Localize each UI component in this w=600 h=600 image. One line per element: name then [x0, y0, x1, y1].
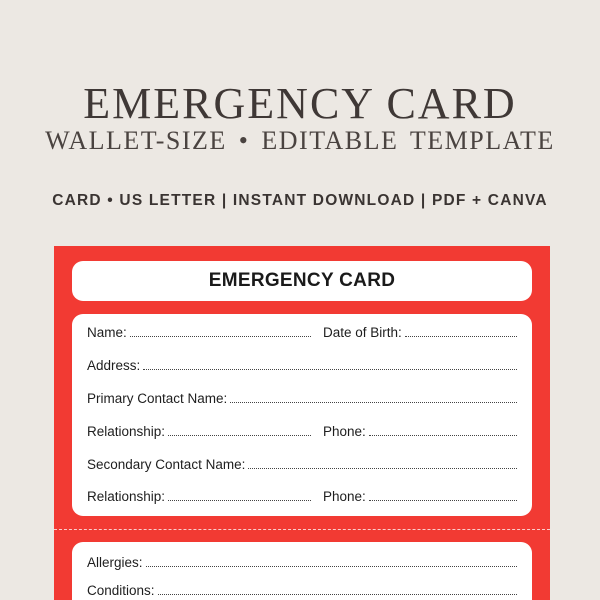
- allergies-row: [87, 550, 517, 570]
- phone-label-1: Phone:: [323, 424, 366, 439]
- address-label: Address:: [87, 358, 141, 373]
- relationship-field-2[interactable]: [87, 489, 311, 504]
- allergies-label: Allergies:: [87, 555, 143, 570]
- conditions-field[interactable]: [87, 583, 517, 598]
- primary-contact-label: Primary Contact Name:: [87, 391, 228, 406]
- relationship-label-2: Relationship:: [87, 489, 166, 504]
- relationship-field-1[interactable]: [87, 424, 311, 439]
- relationship-line-1: [168, 435, 311, 436]
- secondary-contact-field[interactable]: [87, 457, 517, 472]
- secondary-contact-row: [87, 452, 517, 472]
- dob-line: [405, 336, 517, 337]
- secondary-contact-line: [248, 468, 517, 469]
- dob-field[interactable]: [323, 325, 517, 340]
- info-line: CARD • US LETTER | INSTANT DOWNLOAD | PDF + CANVA: [52, 192, 548, 209]
- card-header: [72, 261, 532, 301]
- primary-contact-field[interactable]: [87, 391, 517, 406]
- secondary-contact-label: Secondary Contact Name:: [87, 457, 246, 472]
- phone-line-2: [369, 500, 517, 501]
- phone-line-1: [369, 435, 517, 436]
- emergency-card: [54, 246, 550, 600]
- name-label: Name:: [87, 325, 127, 340]
- phone-field-1[interactable]: [323, 424, 517, 439]
- address-row: [87, 353, 517, 373]
- address-line: [143, 369, 517, 370]
- primary-contact-row: [87, 386, 517, 406]
- page-subtitle: WALLET-SIZE • EDITABLE TEMPLATE: [45, 126, 555, 155]
- fold-line: [54, 529, 550, 530]
- dob-label: Date of Birth:: [323, 325, 402, 340]
- address-field[interactable]: [87, 358, 517, 373]
- conditions-line: [158, 594, 517, 595]
- relationship-line-2: [168, 500, 311, 501]
- medical-info-panel: [72, 542, 532, 600]
- phone-field-2[interactable]: [323, 489, 517, 504]
- relationship-phone-row-1: [87, 419, 517, 439]
- primary-contact-line: [230, 402, 517, 403]
- relationship-label-1: Relationship:: [87, 424, 166, 439]
- name-field[interactable]: [87, 325, 311, 340]
- name-dob-row: [87, 320, 517, 340]
- allergies-line: [146, 566, 517, 567]
- card-title: EMERGENCY CARD: [208, 270, 396, 291]
- relationship-phone-row-2: [87, 484, 517, 504]
- conditions-label: Conditions:: [87, 583, 155, 598]
- phone-label-2: Phone:: [323, 489, 366, 504]
- conditions-row: [87, 578, 517, 598]
- contact-info-panel: [72, 314, 532, 516]
- allergies-field[interactable]: [87, 555, 517, 570]
- page-title: EMERGENCY CARD: [83, 79, 517, 128]
- name-line: [130, 336, 311, 337]
